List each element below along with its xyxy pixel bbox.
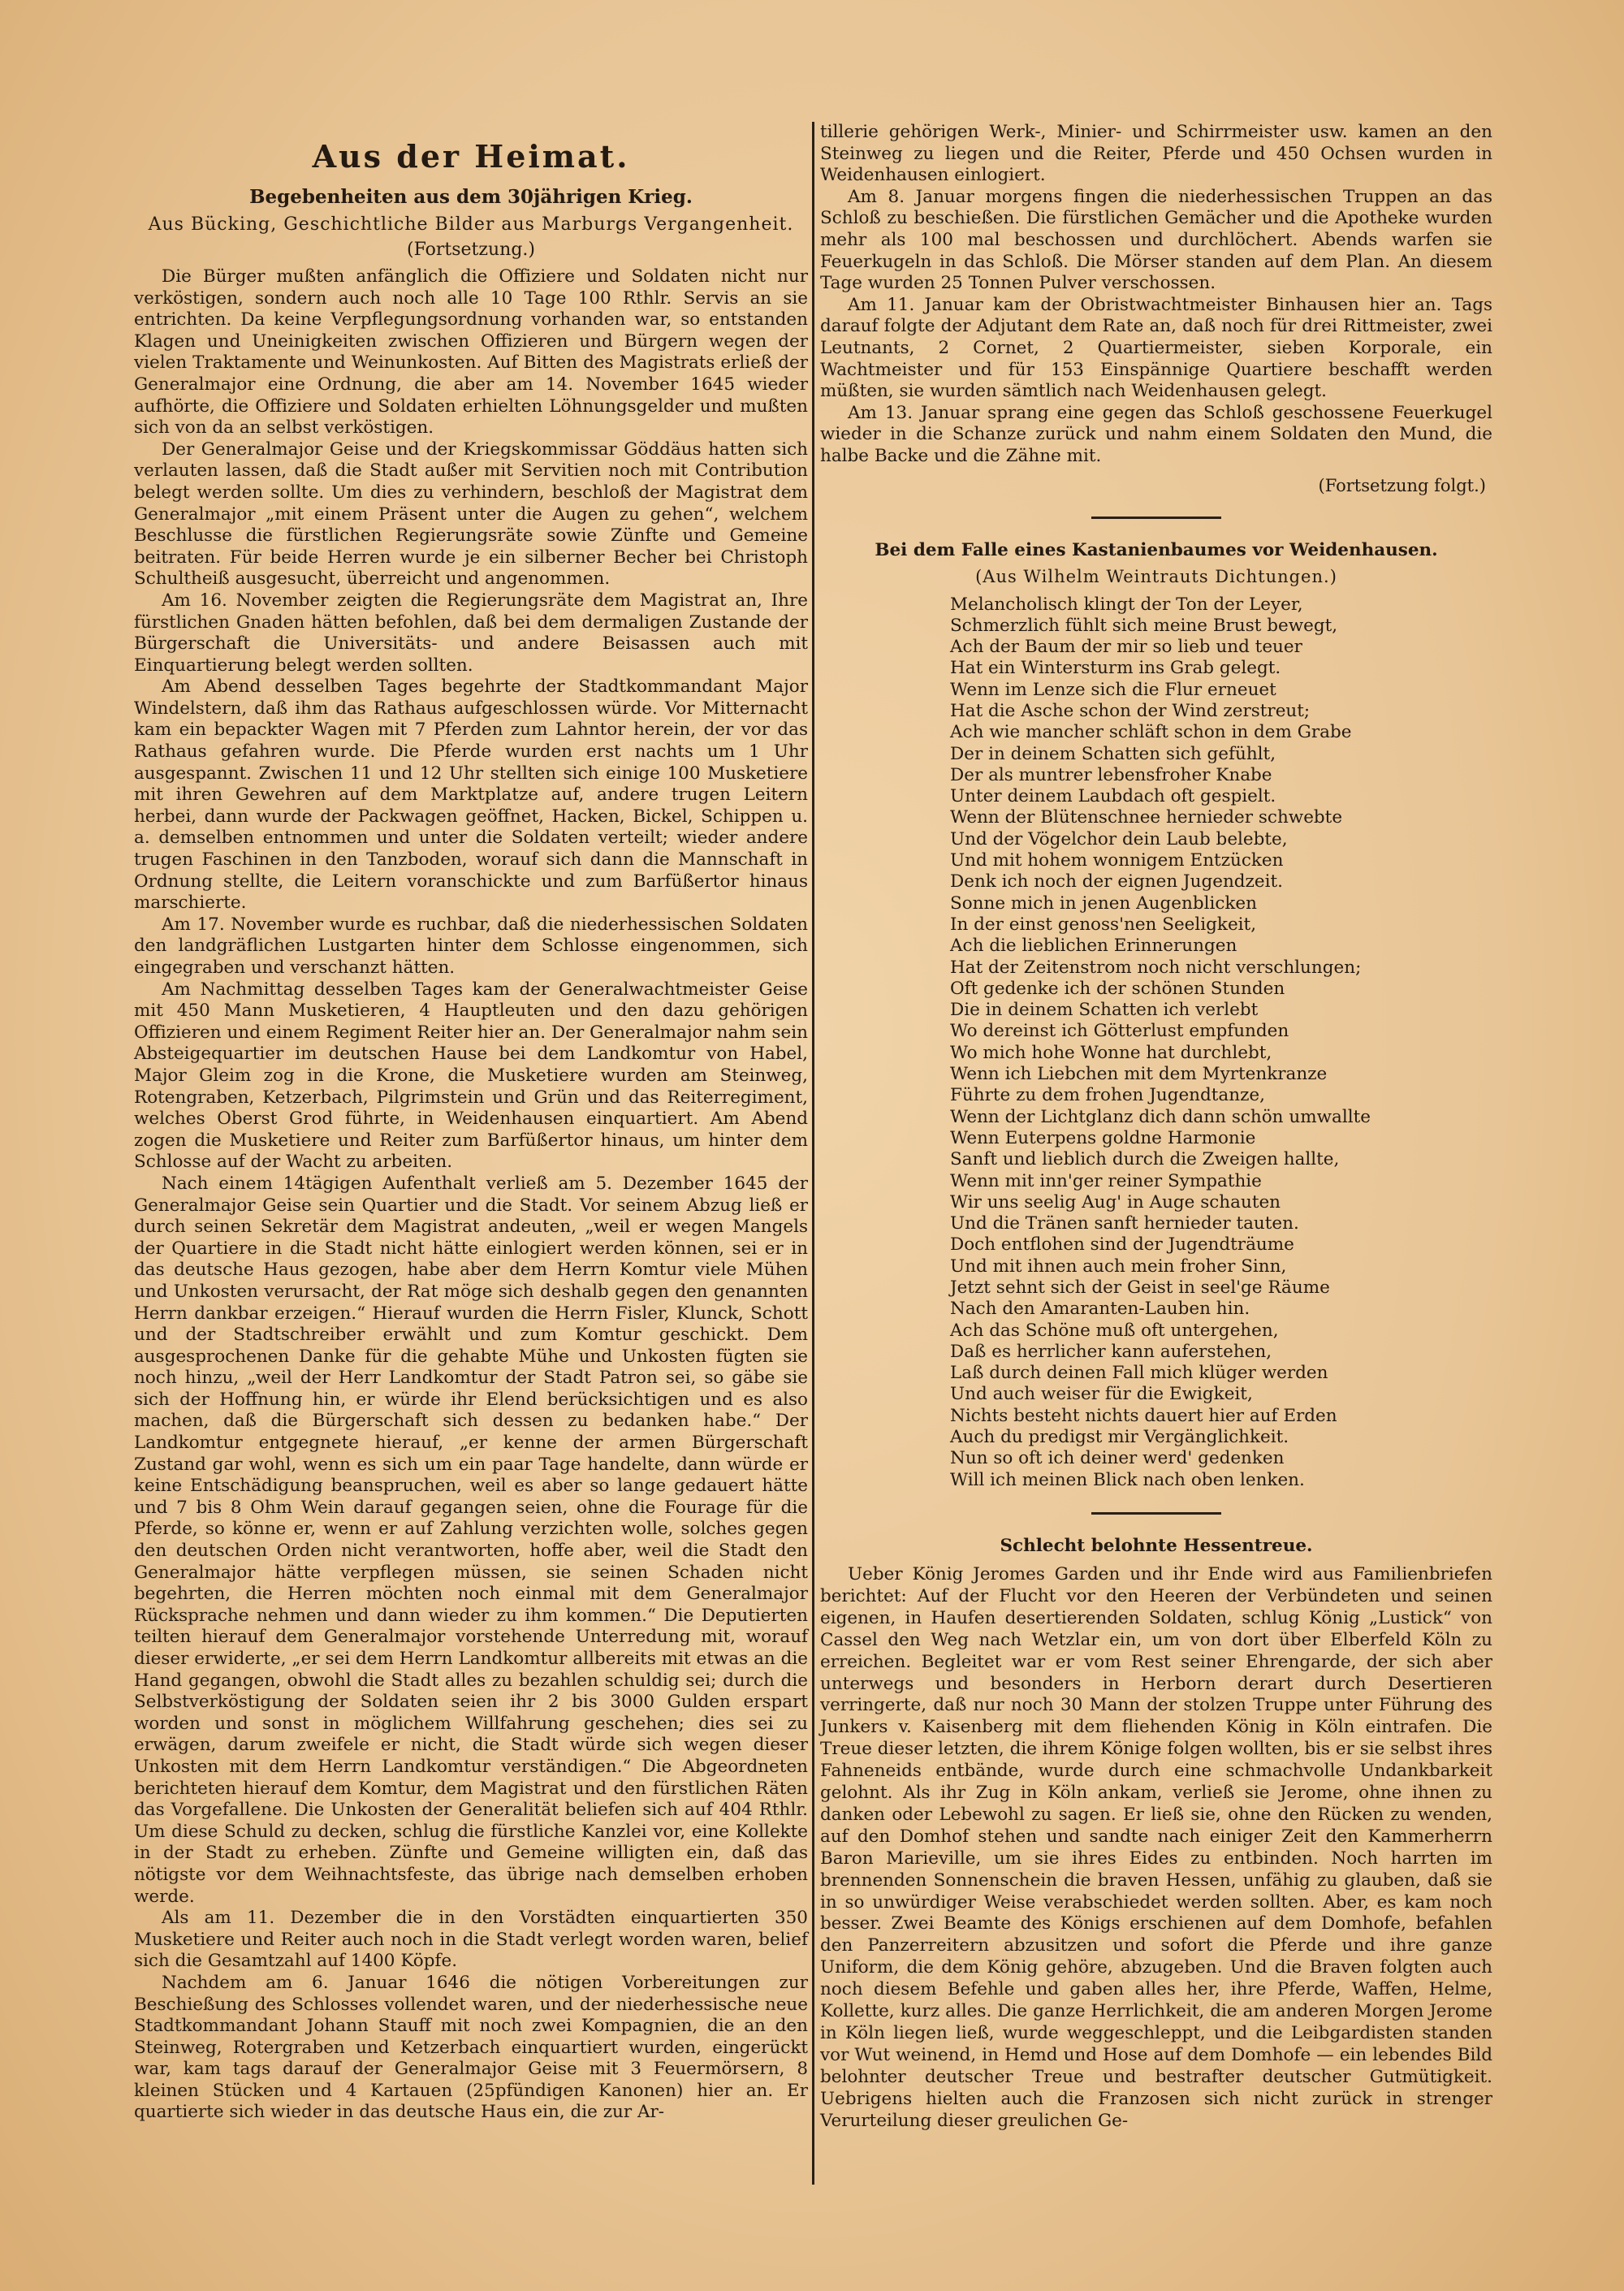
poem-line: Hat ein Wintersturm ins Grab gelegt. <box>950 658 1281 679</box>
poem-line: Ach wie mancher schläft schon in dem Grabe <box>950 722 1352 743</box>
poem-line: Wenn ich Liebchen mit dem Myrtenkranze <box>950 1064 1328 1085</box>
continued-note: (Fortsetzung folgt.) <box>1318 475 1486 495</box>
poem-line: Will ich meinen Blick nach oben lenken. <box>950 1469 1305 1490</box>
poem-line: Oft gedenke ich der schönen Stunden <box>950 978 1285 999</box>
poem-title: Bei dem Falle eines Kastanienbaumes vor Weidenhausen. <box>875 539 1438 560</box>
poem-line: Doch entflohen sind der Jugendträume <box>950 1234 1294 1256</box>
poem-line: Nun so oft ich deiner werd' gedenken <box>950 1448 1285 1469</box>
paragraph: Am 8. Januar morgens fingen die niederhessischen Truppen an das Schloß zu beschießen. Die fürstlichen Gemächer und die Apotheke wurden mehr als 100 mal beschossen und durchlöchert. Abends warfen sie Feuerkugeln in das Schloß. Die Mörser standen auf dem Plan. An diesem Tage wurden 25 Tonnen Pulver verschossen. <box>820 186 1492 294</box>
poem-line: Daß es herrlicher kann auferstehen, <box>950 1341 1272 1362</box>
poem-line: Hat die Asche schon der Wind zerstreut; <box>950 700 1311 721</box>
column-divider <box>812 122 814 2185</box>
poem-line: Und mit ihnen auch mein froher Sinn, <box>950 1256 1287 1277</box>
section-divider <box>1091 1512 1221 1515</box>
essay-title: Schlecht belohnte Hessentreue. <box>1000 1535 1313 1556</box>
poem-line: Wenn mit inn'ger reiner Sympathie <box>950 1170 1262 1191</box>
poem-line: Wo dereinst ich Götterlust empfunden <box>950 1021 1289 1042</box>
paragraph: Nach einem 14tägigen Aufenthalt verließ am 5. Dezember 1645 der Generalmajor Geise sein Quartier und die Stadt. Vor seinem Abzug ließ er durch seinen Sekretär dem Magistrat andeuten, „weil er wegen Mangels der Quartiere in die Stadt nicht hätte einlogiert werden können, sei er in das deutsche Haus gezogen, habe aber dem Herrn Komtur viele Mühen und Unkosten verursacht, der Rat möge sich deshalb gegen den genannten Herrn dankbar erzeigen.“ Hierauf wurden die Herrn Fisler, Klunck, Schott und der Stadtschreiber erwählt und zum Komtur geschickt. Dem ausgesprochenen Danke für die gehabte Mühe und Unkosten fügten sie noch hinzu, „weil der Herr Landkomtur der Stadt Patron sei, so gäbe sie sich der Hoffnung hin, er würde ihr Elend berücksichtigen und es also machen, daß die Bürgerschaft sich dessen zu bedanken habe.“ Der Landkomtur entgegnete hierauf, „er kenne der armen Bürgerschaft Zustand gar wohl, wenn es sich um ein paar Tage handelte, dann würde er keine Entschädigung beanspruchen, weil es aber so lange gedauert hätte und 7 bis 8 Ohm Wein darauf gegangen seien, ohne die Fourage für die Pferde, so könne er, wenn er auf Zahlung verzichten wolle, solches gegen den deutschen Orden nicht verantworten, hoffe aber, weil die Stadt den Generalmajor hätte verpflegen müssen, sie seinen Schaden nicht begehrten, die Herren möchten noch einmal mit dem Generalmajor Rücksprache nehmen und dann wieder zu ihm kommen.“ Die Deputierten teilten hierauf dem Generalmajor vorstehende Unterredung mit, worauf dieser erwiderte, „er sei dem Herrn Landkomtur allbereits mit etwas an die Hand gegangen, obwohl die Stadt alles zu bezahlen schuldig sei; durch die Selbstverköstigung der Soldaten seien ihr 2 bis 3000 Gulden erspart worden und sonst in möglichem Willfahrung geschehen; dies sei zu erwägen, darum zweifele er nicht, die Stadt würde sich wegen dieser Unkosten mit dem Herrn Landkomtur verständigen.“ Die Abgeordneten berichteten hierauf dem Komtur, dem Magistrat und den fürstlichen Räten das Vorgefallene. Die Unkosten der Generalität beliefen sich auf 404 Rthlr. Um diese Schuld zu decken, schlug die fürstliche Kanzlei vor, eine Kollekte in der Stadt zu erheben. Zünfte und Gemeine willigten ein, daß das nötigste vor dem Weihnachtsfeste, das übrige nach demselben erhoben werde. <box>134 1173 808 1907</box>
poem-line: Wenn Euterpens goldne Harmonie <box>950 1127 1256 1148</box>
article-subtitle: Begebenheiten aus dem 30jährigen Krieg. <box>249 186 693 208</box>
poem-line: Ach das Schöne muß oft untergehen, <box>950 1320 1279 1341</box>
poem-line: Der als muntrer lebensfroher Knabe <box>950 764 1272 785</box>
paragraph: Die Bürger mußten anfänglich die Offiziere und Soldaten nicht nur verköstigen, sondern auch noch alle 10 Tage 100 Rthlr. Servis an sie entrichten. Da keine Verpflegungsordnung vorhanden war, so entstanden Klagen und Uneinigkeiten zwischen Offizieren und Bürgern wegen der vielen Traktamente und Weinunkosten. Auf Bitten des Magistrats erließ der Generalmajor eine Ordnung, die aber am 14. November 1645 wieder aufhörte, die Offiziere und Soldaten erhielten Löhnungsgelder und mußten sich von da an selbst verköstigen. <box>134 266 808 439</box>
right-column <box>820 122 1492 2133</box>
paragraph: Nachdem am 6. Januar 1646 die nötigen Vorbereitungen zur Beschießung des Schlosses vollendet waren, und der niederhessische neue Stadtkommandant Johann Stauff mit noch zwei Kompagnien, die an den Steinweg, Rotergraben und Ketzerbach einquartiert wurden, eingerückt war, kam tags darauf der Generalmajor Geise mit 3 Feuermörsern, 8 kleinen Stücken und 4 Kartauen (25pfündigen Kanonen) hier an. Er quartierte sich wieder in das deutsche Haus ein, die zur Ar- <box>134 1972 808 2123</box>
poem-line: Jetzt sehnt sich der Geist in seel'ge Räume <box>950 1277 1330 1298</box>
poem-line: In der einst genoss'nen Seeligkeit, <box>950 914 1257 935</box>
paragraph: Ueber König Jeromes Garden und ihr Ende wird aus Familienbriefen berichtet: Auf der Flucht vor den Heeren der Verbündeten und seinen eigenen, in Haufen desertierenden Soldaten, schlug König „Lustick“ von Cassel den Weg nach Wetzlar ein, um von dort über Elberfeld Köln zu erreichen. Begleitet war er vom Rest seiner Ehrengarde, der sich aber unterwegs und besonders in Herborn derart durch Desertieren verringerte, daß nur noch 30 Mann der stolzen Truppe unter Führung des Junkers v. Kaisenberg mit dem fliehenden König in Köln eintrafen. Die Treue dieser letzten, die ihrem Könige folgen wollten, bis er sie selbst ihres Fahneneids entbände, wurde durch eine schmachvolle Undankbarkeit gelohnt. Als ihr Zug in Köln ankam, verließ sie Jerome, ohne ihnen zu danken oder Lebewohl zu sagen. Er ließ sie, ohne den Rücken zu wenden, auf den Domhof stehen und sandte nach einiger Zeit den Kammerherrn Baron Marieville, um sie ihres Eides zu entbinden. Noch harrten im brennenden Sonnenschein die braven Hessen, unfähig zu glauben, daß sie in so unwürdiger Weise verabschiedet werden sollten. Aber, es kam noch besser. Zwei Beamte des Königs erschienen auf dem Domhofe, befahlen den Panzerreitern abzusitzen und sofort die Pferde und ihre ganze Uniform, die dem König gehöre, abzugeben. Und die Braven folgten auch noch diesem Befehle und gaben alles her, ihre Pferde, Waffen, Helme, Kollette, kurz alles. Die ganze Herrlichkeit, die am anderen Morgen Jerome in Köln liegen ließ, wurde weggeschleppt, und die Leibgardisten standen vor Wut weinend, in Hemd und Hose auf dem Domhofe — ein lebendes Bild belohnter deutscher Treue und bestrafter deutscher Gutmütigkeit. Uebrigens hielten auch die Franzosen sich nicht zurück in strenger Verurteilung dieser greulichen Ge- <box>820 1563 1492 2131</box>
poem-line: Die in deinem Schatten ich verlebt <box>950 1000 1259 1021</box>
poem-line: Der in deinem Schatten sich gefühlt, <box>950 743 1276 764</box>
poem-source: (Aus Wilhelm Weintrauts Dichtungen.) <box>975 566 1337 586</box>
poem-line: Nach den Amaranten-Lauben hin. <box>950 1299 1250 1320</box>
article-source: Aus Bücking, Geschichtliche Bilder aus Marburgs Vergangenheit. <box>148 214 794 235</box>
paragraph: Am 13. Januar sprang eine gegen das Schloß geschossene Feuerkugel wieder in die Schanze zurück und nahm einem Soldaten den Mund, die halbe Backe und die Zähne mit. <box>820 402 1492 466</box>
poem-line: Und der Vögelchor dein Laub belebte, <box>950 828 1288 849</box>
poem-line: Sanft und lieblich durch die Zweigen hallte, <box>950 1149 1340 1170</box>
paragraph: Am 16. November zeigten die Regierungsräte dem Magistrat an, Ihre fürstlichen Gnaden hätten befohlen, daß bei dem dermaligen Zustande der Bürgerschaft die Universitäts- und andere Beisassen auch mit Einquartierung belegt werden sollten. <box>134 590 808 676</box>
paragraph: Als am 11. Dezember die in den Vorstädten einquartierten 350 Musketiere und Reiter auch noch in die Stadt verlegt worden waren, belief sich die Gesamtzahl auf 1400 Köpfe. <box>134 1908 808 1972</box>
poem-line: Sonne mich in jenen Augenblicken <box>950 893 1257 914</box>
poem-line: Wo mich hohe Wonne hat durchlebt, <box>950 1042 1272 1063</box>
poem-line: Nichts besteht nichts dauert hier auf Erden <box>950 1405 1337 1426</box>
poem-line: Laß durch deinen Fall mich klüger werden <box>950 1363 1328 1384</box>
poem <box>950 594 1492 1491</box>
poem-line: Wir uns seelig Aug' in Auge schauten <box>950 1191 1281 1213</box>
poem-line: Und die Tränen sanft hernieder tauten. <box>950 1213 1299 1234</box>
poem-line: Denk ich noch der eignen Jugendzeit. <box>950 871 1283 893</box>
poem-line: Und mit hohem wonnigem Entzücken <box>950 850 1284 871</box>
poem-line: Auch du predigst mir Vergänglichkeit. <box>950 1427 1289 1448</box>
paragraph: Am 17. November wurde es ruchbar, daß die niederhessischen Soldaten den landgräflichen Lustgarten hinter dem Schlosse eingenommen, sich eingegraben und verschanzt hätten. <box>134 914 808 978</box>
left-column <box>134 122 808 2124</box>
poem-line: Melancholisch klingt der Ton der Leyer, <box>950 594 1303 615</box>
poem-line: Ach der Baum der mir so lieb und teuer <box>950 637 1302 658</box>
section-divider <box>1091 517 1221 519</box>
poem-line: Wenn der Blütenschnee hernieder schwebte <box>950 807 1343 828</box>
paragraph: Am Nachmittag desselben Tages kam der Generalwachtmeister Geise mit 450 Mann Musketieren, 4 Hauptleuten und den dazu gehörigen Offizieren und einem Regiment Reiter hier an. Der Generalmajor nahm sein Absteigequartier im deutschen Hause bei dem Landkomtur von Habel, Major Gleim zog in die Krone, die Musketiere wurden am Steinweg, Rotengraben, Ketzerbach, Pilgrimstein und Grün und das Reiterregiment, welches Oberst Grod führte, in Weidenhausen einquartiert. Am Abend zogen die Musketiere und Reiter zum Barfüßertor hinaus, um hinter dem Schlosse auf der Wacht zu arbeiten. <box>134 979 808 1173</box>
poem-line: Unter deinem Laubdach oft gespielt. <box>950 786 1276 807</box>
continued-label: (Fortsetzung.) <box>407 240 535 260</box>
poem-line: Schmerzlich fühlt sich meine Brust bewegt, <box>950 615 1338 636</box>
poem-line: Ach die lieblichen Erinnerungen <box>950 936 1237 957</box>
poem-line: Wenn der Lichtglanz dich dann schön umwallte <box>950 1106 1371 1127</box>
paragraph: Am Abend desselben Tages begehrte der Stadtkommandant Major Windelstern, daß ihm das Rathaus aufgeschlossen würde. Vor Mitternacht kam ein bepackter Wagen mit 7 Pferden zum Lahntor herein, der vor das Rathaus gefahren wurde. Die Pferde wurden erst nachts um 1 Uhr ausgespannt. Zwischen 11 und 12 Uhr stellten sich einige 100 Musketiere mit ihren Gewehren auf dem Marktplatze auf, andere trugen Leitern herbei, dann wurde der Packwagen geöffnet, Hacken, Bickel, Schippen u. a. demselben entnommen und unter die Soldaten verteilt; wieder andere trugen Faschinen in den Tanzboden, worauf sich dann die Mannschaft in Ordnung stellte, die Leitern voranschickte und zum Barfüßertor hinaus marschierte. <box>134 676 808 914</box>
poem-line: Führte zu dem frohen Jugendtanze, <box>950 1085 1265 1106</box>
poem-line: Wenn im Lenze sich die Flur erneuet <box>950 679 1276 700</box>
poem-line: Und auch weiser für die Ewigkeit, <box>950 1384 1253 1405</box>
article-title: Aus der Heimat. <box>312 138 630 175</box>
paragraph: Der Generalmajor Geise und der Kriegskommissar Göddäus hatten sich verlauten lassen, daß die Stadt außer mit Servitien noch mit Contribution belegt werden sollte. Um dies zu verhindern, beschloß der Magistrat dem Generalmajor „mit einem Präsent unter die Augen zu gehen“, welchem Beschlusse die fürstlichen Regierungsräte sowie Zünfte und Gemeine beitraten. Für beide Herren wurde je ein silberner Becher bei Christoph Schultheiß ausgesucht, überreicht und angenommen. <box>134 439 808 590</box>
poem-line: Hat der Zeitenstrom noch nicht verschlungen; <box>950 957 1362 978</box>
paragraph: tillerie gehörigen Werk-, Minier- und Schirrmeister usw. kamen an den Steinweg zu liegen und die Reiter, Pferde und 450 Ochsen wurden in Weidenhausen einlogiert. <box>820 122 1492 186</box>
paragraph: Am 11. Januar kam der Obristwachtmeister Binhausen hier an. Tags darauf folgte der Adjutant dem Rate an, daß noch für drei Rittmeister, zwei Leutnants, 2 Cornet, 2 Quartiermeister, sieben Korporale, ein Wachtmeister und für 153 Einspännige Quartiere beschafft werden müßten, sie wurden sämtlich nach Weidenhausen gelegt. <box>820 294 1492 402</box>
